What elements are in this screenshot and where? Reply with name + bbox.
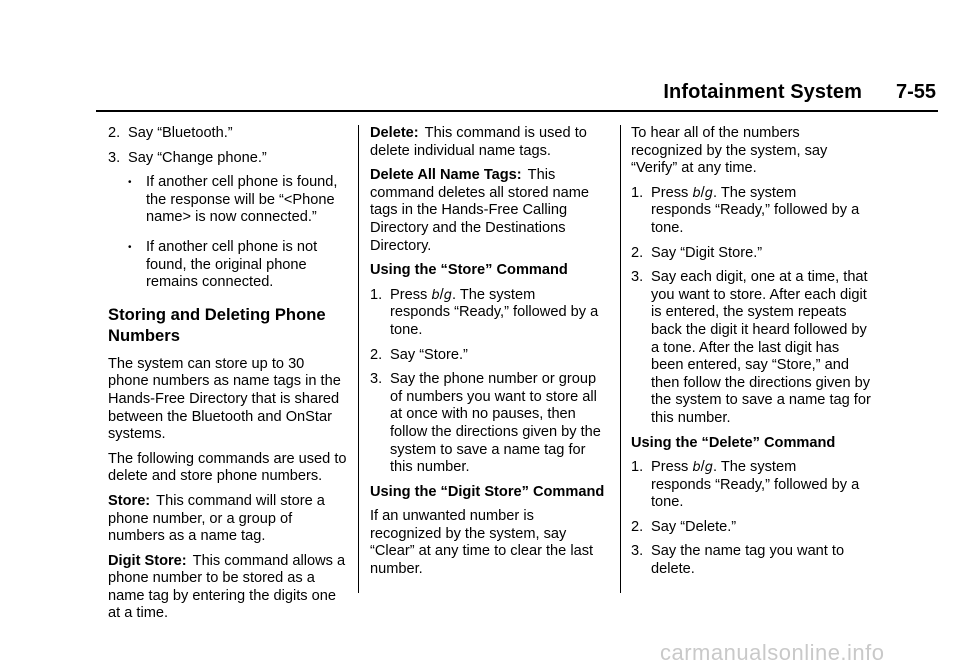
step-text	[651, 459, 796, 477]
term-label: Delete All Name Tags:	[370, 167, 522, 184]
step-number: 1.	[631, 184, 644, 201]
bullet-icon: •	[128, 241, 132, 253]
term-label: Digit Store:	[108, 552, 187, 569]
header-rule	[96, 110, 938, 112]
paragraph: To hear all of the numbers recognized by the system, say “Verify” at any time.	[631, 125, 828, 177]
step-text-tail: . The system	[712, 184, 797, 201]
column-divider	[358, 125, 359, 593]
step-number: 3.	[631, 543, 644, 560]
term-label: Delete:	[370, 125, 419, 141]
column-divider	[620, 125, 621, 593]
bullet-item	[108, 174, 348, 227]
step-item	[631, 543, 871, 578]
column-2	[370, 125, 608, 586]
bullet-text: If another cell phone is not found, the original phone remains connected.	[146, 238, 318, 291]
step-continuation: responds “Ready,” followed by a tone.	[651, 202, 860, 236]
step-number: 2.	[370, 346, 383, 363]
step-continuation: responds “Ready,” followed by a tone.	[390, 304, 599, 338]
step-number: 3.	[631, 269, 644, 286]
step-item	[631, 185, 871, 203]
step-item	[631, 245, 871, 263]
phone-talk-icon: b	[692, 460, 701, 476]
bullet-icon: •	[128, 177, 132, 189]
voice-icon: g	[704, 460, 713, 476]
step-number: 3.	[370, 371, 383, 388]
step-item	[108, 125, 348, 143]
step-number: 2.	[108, 125, 121, 141]
phone-talk-icon: b	[692, 185, 701, 201]
step-item	[108, 150, 348, 168]
subheading-digit-store: Using the “Digit Store” Command	[370, 483, 605, 500]
voice-icon: g	[443, 287, 452, 303]
term-text: This command is used to delete individual name tags.	[370, 125, 587, 159]
slash: /	[439, 286, 444, 303]
term-label: Store:	[108, 492, 151, 509]
press-word: Press	[651, 184, 689, 201]
page-header-title: Infotainment System	[663, 81, 862, 103]
step-text: Say “Bluetooth.”	[128, 125, 233, 141]
step-number: 1.	[370, 286, 383, 303]
definition-digit-store	[108, 553, 348, 623]
phone-talk-icon: b	[431, 287, 440, 303]
step-number: 3.	[108, 149, 121, 166]
slash: /	[700, 184, 705, 201]
subheading-store: Using the “Store” Command	[370, 262, 568, 279]
step-text: Say “Delete.”	[651, 518, 737, 535]
paragraph: If an unwanted number is recognized by the system, say “Clear” at any time to clear the last number.	[370, 508, 594, 578]
step-text: Say “Change phone.”	[128, 149, 267, 166]
step-number: 1.	[631, 459, 644, 476]
definition-delete	[370, 125, 608, 160]
section-heading: Storing and Deleting Phone Numbers	[108, 304, 326, 345]
term-text: This command deletes all stored name tags in the Hands-Free Calling Directory and the Destinations Directory.	[370, 167, 590, 254]
paragraph: The system can store up to 30 phone numbers as name tags in the Hands-Free Directory that is shared between the Bluetooth and OnStar systems.	[108, 355, 341, 443]
watermark: carmanualsonline.info	[660, 640, 885, 665]
definition-store	[108, 493, 348, 546]
step-item	[370, 347, 608, 365]
step-item	[370, 287, 608, 305]
step-text-tail: . The system	[712, 459, 797, 476]
page-number: 7-55	[895, 81, 936, 103]
step-item	[631, 459, 871, 477]
column-3	[631, 125, 871, 586]
press-word: Press	[390, 286, 428, 303]
step-text	[390, 287, 535, 305]
step-text: Say each digit, one at a time, that you want to store. After each digit is entered, the system repeats back the digit it heard followed by a tone. After the last digit has been entered, say “Store,” and then follow the directions given by the system to save a name tag for this number.	[651, 269, 871, 426]
term-text: This command will store a phone number, or a group of numbers as a name tag.	[108, 492, 325, 545]
press-word: Press	[651, 459, 689, 476]
bullet-item	[108, 239, 348, 292]
step-item	[370, 371, 608, 477]
step-text: Say “Digit Store.”	[651, 244, 763, 261]
definition-delete-all	[370, 167, 608, 255]
paragraph: The following commands are used to delete and store phone numbers.	[108, 450, 347, 485]
step-text-tail: . The system	[451, 286, 536, 303]
bullet-text: If another cell phone is found, the response will be “<Phone name> is now connected.”	[146, 174, 338, 226]
step-continuation: responds “Ready,” followed by a tone.	[651, 476, 860, 511]
step-text: Say the phone number or group of numbers you want to store all at once with no pauses, then follow the directions given by the system to save a name tag for this number.	[390, 371, 601, 476]
step-number: 2.	[631, 518, 644, 535]
voice-icon: g	[704, 185, 713, 201]
step-number: 2.	[631, 244, 644, 261]
slash: /	[700, 459, 705, 476]
column-1	[108, 125, 348, 630]
term-text: This command allows a phone number to be stored as a name tag by entering the digits one at a time.	[108, 552, 346, 622]
step-item	[631, 269, 871, 427]
subheading-delete: Using the “Delete” Command	[631, 434, 836, 451]
step-text: Say the name tag you want to delete.	[651, 543, 845, 578]
step-text	[651, 185, 796, 203]
step-text: Say “Store.”	[390, 346, 468, 363]
step-item	[631, 519, 871, 537]
